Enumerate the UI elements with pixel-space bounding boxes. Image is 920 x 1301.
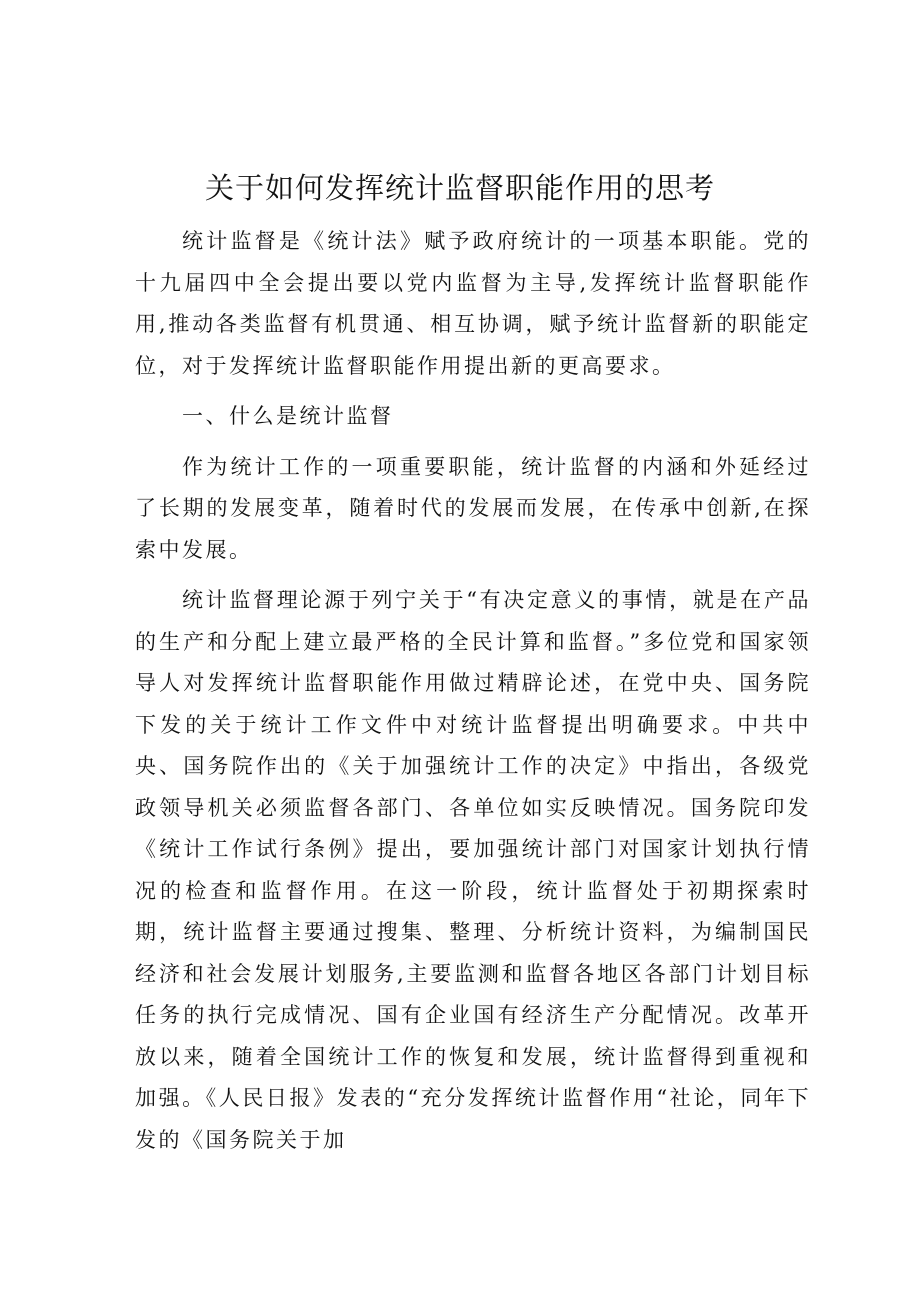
section-heading-1: 一、什么是统计监督 <box>182 404 394 428</box>
paragraph-intro: 统计监督是《统计法》赋予政府统计的一项基本职能。党的十九届四中全会提出要以党内监督为主导,发挥统计监督职能作用,推动各类监督有机贯通、相互协调，赋予统计监督新的职能定位，对于发挥统计监督职能作用提出新的更高要求。 <box>135 229 811 378</box>
document-body <box>135 221 811 1161</box>
document-title: 关于如何发挥统计监督职能作用的思考 <box>204 171 715 205</box>
paragraph-definition: 作为统计工作的一项重要职能，统计监督的内涵和外延经过了长期的发展变革，随着时代的发展而发展，在传承中创新,在探索中发展。 <box>135 454 811 562</box>
paragraph-history: 统计监督理论源于列宁关于“有决定意义的事情，就是在产品的生产和分配上建立最严格的全民计算和监督。”多位党和国家领导人对发挥统计监督职能作用做过精辟论述，在党中央、国务院下发的关于统计工作文件中对统计监督提出明确要求。中共中央、国务院作出的《关于加强统计工作的决定》中指出，各级党政领导机关必须监督各部门、各单位如实反映情况。国务院印发《统计工作试行条例》提出，要加强统计部门对国家计划执行情况的检查和监督作用。在这一阶段，统计监督处于初期探索时期，统计监督主要通过搜集、整理、分析统计资料，为编制国民经济和社会发展计划服务,主要监测和监督各地区各部门计划目标任务的执行完成情况、国有企业国有经济生产分配情况。改革开放以来，随着全国统计工作的恢复和发展，统计监督得到重视和加强。《人民日报》发表的“充分发挥统计监督作用“社论，同年下发的《国务院关于加 <box>135 588 811 1152</box>
